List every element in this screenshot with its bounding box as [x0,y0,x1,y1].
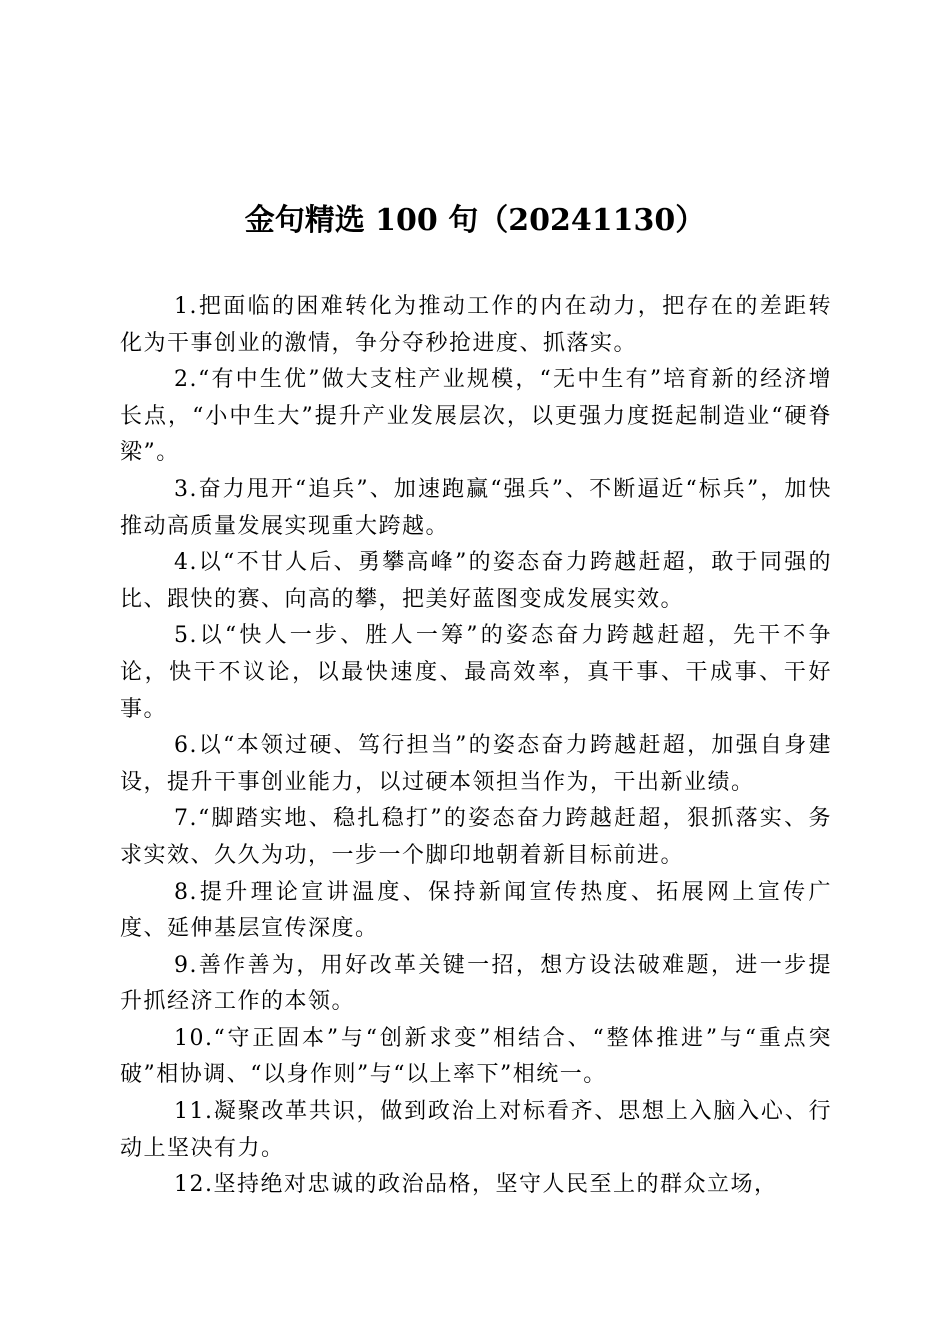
paragraph-8: 8.提升理论宣讲温度、保持新闻宣传热度、拓展网上宣传广度、延伸基层宣传深度。 [120,879,832,942]
document-body [120,289,832,1204]
paragraph-5: 5.以“快人一步、胜人一筹”的姿态奋力跨越赶超，先干不争论，快干不议论，以最快速度、最高效率，真干事、干成事、干好事。 [120,623,832,722]
paragraph-7: 7.“脚踏实地、稳扎稳打”的姿态奋力跨越赶超，狠抓落实、务求实效、久久为功，一步一个脚印地朝着新目标前进。 [120,806,832,868]
paragraph-3: 3.奋力甩开“追兵”、加速跑赢“强兵”、不断逼近“标兵”，加快推动高质量发展实现重大跨越。 [120,476,832,539]
paragraph-4: 4.以“不甘人后、勇攀高峰”的姿态奋力跨越赶超，敢于同强的比、跟快的赛、向高的攀，把美好蓝图变成发展实效。 [120,550,832,612]
paragraph-9: 9.善作善为，用好改革关键一招，想方设法破难题，进一步提升抓经济工作的本领。 [120,952,832,1015]
paragraph-11: 11.凝聚改革共识，做到政治上对标看齐、思想上入脑入心、行动上坚决有力。 [120,1099,832,1161]
document-title: 金句精选 100 句（20241130） [244,203,706,238]
paragraph-12: 12.坚持绝对忠诚的政治品格，坚守人民至上的群众立场， [174,1172,778,1198]
paragraph-6: 6.以“本领过硬、笃行担当”的姿态奋力跨越赶超，加强自身建设，提升干事创业能力，以过硬本领担当作为，干出新业绩。 [120,733,832,795]
paragraph-1: 1.把面临的困难转化为推动工作的内在动力，把存在的差距转化为干事创业的激情，争分夺秒抢进度、抓落实。 [120,294,832,356]
paragraph-2: 2.“有中生优”做大支柱产业规模，“无中生有”培育新的经济增长点，“小中生大”提升产业发展层次，以更强力度挺起制造业“硬脊梁”。 [120,367,832,466]
paragraph-10: 10.“守正固本”与“创新求变”相结合、“整体推进”与“重点突破”相协调、“以身作则”与“以上率下”相统一。 [120,1025,832,1088]
